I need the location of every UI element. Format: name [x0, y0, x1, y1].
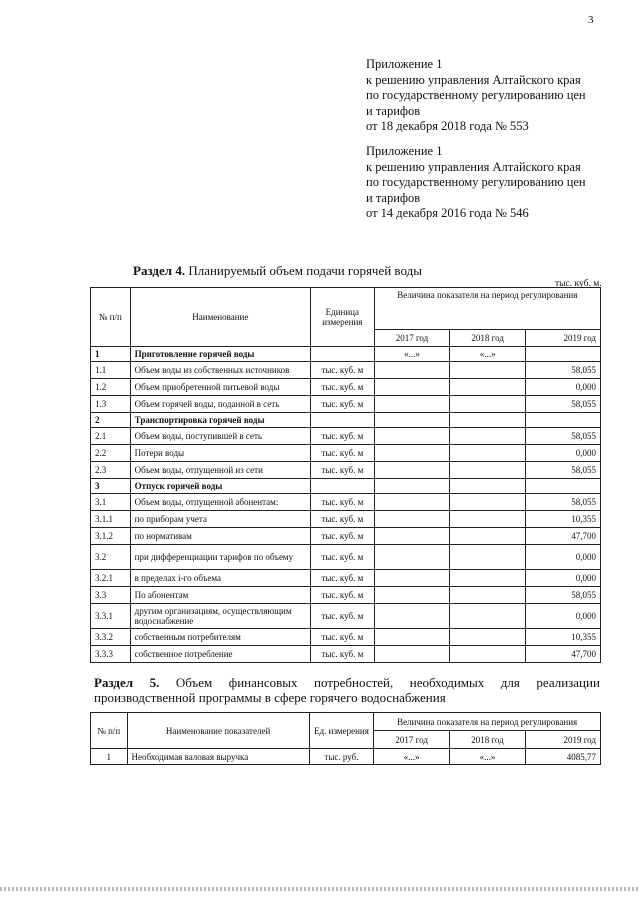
row-2018	[450, 445, 526, 462]
row-name: собственное потребление	[130, 646, 310, 663]
row-num: 1.3	[91, 396, 131, 413]
row-2017	[374, 445, 450, 462]
row-unit: тыс. куб. м	[311, 545, 375, 570]
row-2019: 58,055	[526, 362, 601, 379]
row-num: 3.3	[91, 587, 131, 604]
row-name: Объем воды, отпущенной абонентам:	[130, 494, 310, 511]
row-2019	[526, 413, 601, 428]
table-row	[91, 445, 601, 462]
row-2017	[374, 604, 450, 629]
row-2019: 47,700	[526, 528, 601, 545]
row-2017	[374, 570, 450, 587]
row-num: 2.1	[91, 428, 131, 445]
row-2018	[450, 646, 526, 663]
row-num: 3.1	[91, 494, 131, 511]
row-2019: 0,000	[526, 545, 601, 570]
row-num: 1.2	[91, 379, 131, 396]
appendix-line: Приложение 1	[366, 57, 443, 71]
col-header-2017: 2017 год	[374, 330, 450, 347]
section-4-heading: Планируемый объем подачи горячей воды	[185, 263, 422, 278]
appendix-line: к решению управления Алтайского края	[366, 159, 581, 174]
table-row	[91, 379, 601, 396]
row-2018	[450, 479, 526, 494]
row-name: Объем воды, отпущенной из сети	[130, 462, 310, 479]
row-num: 3	[91, 479, 131, 494]
row-num: 3.2.1	[91, 570, 131, 587]
row-num: 3.2	[91, 545, 131, 570]
table-row	[91, 347, 601, 362]
title-word: Объем	[175, 675, 213, 690]
row-unit: тыс. куб. м	[311, 362, 375, 379]
row-2019	[526, 347, 601, 362]
row-unit	[311, 479, 375, 494]
table-row	[91, 604, 601, 629]
row-2019: 58,055	[526, 396, 601, 413]
row-name: другим организациям, осуществляющим водоснабжение	[130, 604, 310, 629]
page-number: 3	[588, 14, 594, 26]
table-row	[91, 749, 601, 765]
row-unit: тыс. куб. м	[311, 528, 375, 545]
row-2019: 10,355	[526, 629, 601, 646]
row-name: Объем воды, поступившей в сеть	[130, 428, 310, 445]
row-unit: тыс. куб. м	[311, 587, 375, 604]
row-2019: 58,055	[526, 494, 601, 511]
row-2017	[374, 413, 450, 428]
row-num: 1	[91, 749, 128, 765]
row-2018	[450, 462, 526, 479]
row-name: Отпуск горячей воды	[130, 479, 310, 494]
title-word: Раздел	[94, 675, 134, 690]
col-header-num: № п/п	[91, 288, 131, 347]
row-2019: 0,000	[526, 604, 601, 629]
appendix-line: по государственному регулированию цен	[366, 88, 586, 103]
row-unit: тыс. куб. м	[311, 428, 375, 445]
row-2018	[450, 379, 526, 396]
row-name: Объем горячей воды, поданной в сеть	[130, 396, 310, 413]
row-2017	[374, 462, 450, 479]
col-header-unit: Единица измерения	[311, 288, 375, 347]
row-num: 3.3.3	[91, 646, 131, 663]
col-header-name: Наименование показателей	[127, 713, 309, 749]
row-2019: 0,000	[526, 445, 601, 462]
title-word: потребностей,	[314, 675, 394, 690]
appendix-line: и тарифов	[366, 103, 421, 118]
row-2018	[450, 428, 526, 445]
row-2019	[526, 479, 601, 494]
row-num: 3.3.1	[91, 604, 131, 629]
table-row	[91, 428, 601, 445]
row-2018	[450, 494, 526, 511]
row-name: Потери воды	[130, 445, 310, 462]
row-2017	[374, 646, 450, 663]
col-header-2018: 2018 год	[450, 731, 526, 749]
section-5-title-line-2: производственной программы в сфере горячего водоснабжения	[94, 690, 446, 705]
row-2019: 0,000	[526, 570, 601, 587]
row-name: по нормативам	[130, 528, 310, 545]
section-5-title-line-1	[94, 675, 600, 690]
row-2018	[450, 570, 526, 587]
row-unit: тыс. куб. м	[311, 494, 375, 511]
row-2017	[374, 428, 450, 445]
section-4-title	[133, 263, 422, 279]
row-unit: тыс. куб. м	[311, 604, 375, 629]
table-row	[91, 629, 601, 646]
row-2018: «...»	[450, 347, 526, 362]
col-header-2018: 2018 год	[450, 330, 526, 347]
row-unit: тыс. куб. м	[311, 646, 375, 663]
col-header-num: № п/п	[91, 713, 128, 749]
title-word: финансовых	[228, 675, 298, 690]
row-2017	[374, 545, 450, 570]
table-row	[91, 494, 601, 511]
row-2017	[374, 587, 450, 604]
row-unit	[311, 413, 375, 428]
row-2017	[374, 379, 450, 396]
unit-note: тыс. куб. м.	[555, 279, 602, 289]
row-2019: 0,000	[526, 379, 601, 396]
hot-water-volume-table	[90, 287, 601, 663]
row-name: Объем воды из собственных источников	[130, 362, 310, 379]
table-row	[91, 528, 601, 545]
row-unit: тыс. куб. м	[311, 570, 375, 587]
row-name: По абонентам	[130, 587, 310, 604]
row-num: 1.1	[91, 362, 131, 379]
row-2019: 58,055	[526, 428, 601, 445]
row-2017	[374, 494, 450, 511]
col-header-unit: Ед. измерения	[309, 713, 374, 749]
row-name: собственным потребителям	[130, 629, 310, 646]
title-word: реализации	[536, 675, 600, 690]
table-row	[91, 413, 601, 428]
title-word: для	[500, 675, 520, 690]
table-row	[91, 570, 601, 587]
row-num: 1	[91, 347, 131, 362]
row-2018	[450, 545, 526, 570]
table-row	[91, 362, 601, 379]
row-num: 3.1.2	[91, 528, 131, 545]
appendix-line: Приложение 1	[366, 144, 443, 158]
appendix-line: по государственному регулированию цен	[366, 175, 586, 190]
col-header-2017: 2017 год	[374, 731, 450, 749]
row-name: при дифференциации тарифов по объему	[130, 545, 310, 570]
row-2017	[374, 629, 450, 646]
col-header-2019: 2019 год	[526, 330, 601, 347]
row-num: 2.2	[91, 445, 131, 462]
table-row	[91, 587, 601, 604]
table-row	[91, 396, 601, 413]
row-2018	[450, 587, 526, 604]
row-name: в пределах i-го объема	[130, 570, 310, 587]
row-2019: 58,055	[526, 587, 601, 604]
row-2017	[374, 479, 450, 494]
row-unit	[311, 347, 375, 362]
row-num: 3.3.2	[91, 629, 131, 646]
row-unit: тыс. куб. м	[311, 445, 375, 462]
table-row	[91, 479, 601, 494]
col-header-2019: 2019 год	[525, 731, 600, 749]
row-name: по приборам учета	[130, 511, 310, 528]
appendix-line: и тарифов	[366, 190, 421, 205]
table-row	[91, 511, 601, 528]
section-4-label: Раздел 4.	[133, 263, 186, 278]
row-2017	[374, 362, 450, 379]
row-2019: 58,055	[526, 462, 601, 479]
row-name: Транспортировка горячей воды	[130, 413, 310, 428]
row-2018: «...»	[450, 749, 526, 765]
row-unit: тыс. куб. м	[311, 629, 375, 646]
row-2018	[450, 604, 526, 629]
row-2017: «...»	[374, 347, 450, 362]
row-2019: 10,355	[526, 511, 601, 528]
row-name: Объем приобретенной питьевой воды	[130, 379, 310, 396]
row-2018	[450, 629, 526, 646]
financial-needs-table	[90, 712, 601, 765]
row-num: 2	[91, 413, 131, 428]
row-unit: тыс. куб. м	[311, 379, 375, 396]
table-body	[91, 749, 601, 765]
row-unit: тыс. куб. м	[311, 462, 375, 479]
row-num: 2.3	[91, 462, 131, 479]
row-unit: тыс. руб.	[309, 749, 374, 765]
table-row	[91, 462, 601, 479]
col-header-period: Величина показателя на период регулирования	[374, 713, 601, 731]
row-2019: 47,700	[526, 646, 601, 663]
row-2017: «...»	[374, 749, 450, 765]
col-header-name: Наименование	[130, 288, 310, 347]
row-2018	[450, 413, 526, 428]
scan-edge	[0, 887, 640, 891]
row-2017	[374, 511, 450, 528]
row-name: Приготовление горячей воды	[130, 347, 310, 362]
row-unit: тыс. куб. м	[311, 396, 375, 413]
row-2017	[374, 396, 450, 413]
section-5-title	[94, 675, 600, 705]
row-2017	[374, 528, 450, 545]
row-2018	[450, 396, 526, 413]
col-header-period: Величина показателя на период регулирования	[374, 288, 600, 330]
row-num: 3.1.1	[91, 511, 131, 528]
row-2018	[450, 528, 526, 545]
row-2018	[450, 511, 526, 528]
table-body	[91, 347, 601, 663]
appendix-line: к решению управления Алтайского края	[366, 72, 581, 87]
row-name: Необходимая валовая выручка	[127, 749, 309, 765]
title-word: 5.	[149, 675, 160, 690]
appendix-line: от 18 декабря 2018 года № 553	[366, 119, 529, 134]
title-word: необходимых	[409, 675, 485, 690]
table-row	[91, 545, 601, 570]
row-2019: 4085,77	[525, 749, 600, 765]
table-row	[91, 646, 601, 663]
appendix-note-2018	[366, 57, 586, 135]
appendix-note-2016	[366, 144, 586, 222]
row-unit: тыс. куб. м	[311, 511, 375, 528]
appendix-line: от 14 декабря 2016 года № 546	[366, 206, 529, 221]
row-2018	[450, 362, 526, 379]
